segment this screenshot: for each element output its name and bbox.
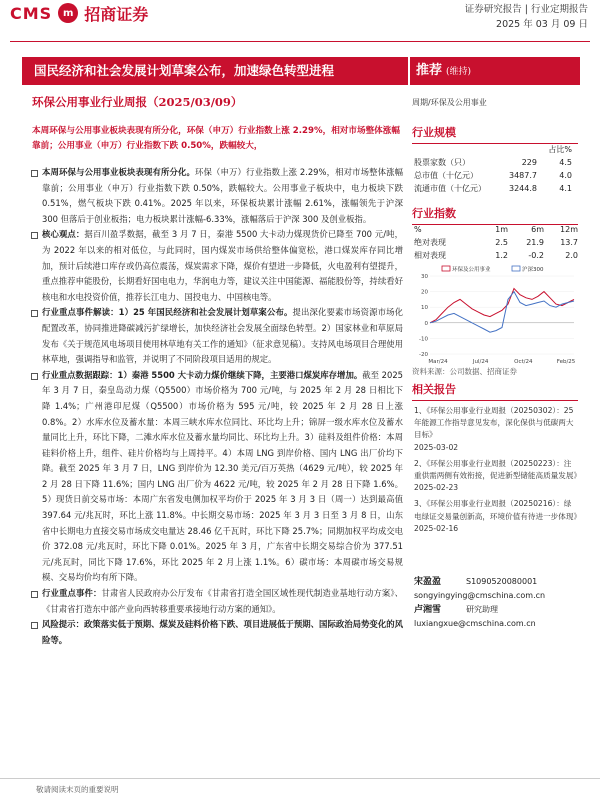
bullet-text: 甘肃省人民政府办公厅发布《甘肃省打造全国区域性现代制造业基地行动方案》、《甘肃省打造东中部产业向西转移重要承接地行动方案的通知》。 [42, 588, 403, 614]
table-row: 总市值（十亿元） 3487.7 4.0 [414, 171, 572, 180]
report-subtitle: 环保公用事业行业周报（2025/03/09） [32, 95, 243, 109]
header-meta [465, 2, 588, 32]
legend-swatch [442, 266, 450, 271]
analyst-block [414, 575, 578, 631]
bullet-item [30, 368, 403, 586]
bullet-lead: 本周环保与公用事业板块表现有所分化。 [42, 167, 196, 177]
legend-swatch [512, 266, 520, 271]
x-tick-label: Mar/24 [428, 359, 448, 365]
bullet-lead: 风险提示：政策落实低于预期、煤炭及硅料价格下跌、项目进展低于预期、国际政治局势变化的风险等。 [42, 619, 403, 645]
bullet-item [30, 586, 403, 617]
logo-cn: 招商证券 [84, 4, 149, 24]
chart-source: 资料来源：公司数据、招商证券 [412, 367, 517, 376]
bullet-lead: 行业重点事件解读：1）25 年国民经济和社会发展计划草案公布。 [42, 307, 293, 318]
x-tick-label: Feb/25 [556, 359, 576, 365]
series-line [430, 289, 574, 323]
bullet-item [30, 165, 403, 227]
rating [410, 57, 580, 85]
table-row: 流通市值（十亿元） 3244.8 4.1 [414, 184, 572, 193]
bullet-list [30, 165, 403, 648]
header-divider [10, 41, 590, 42]
table-row: 股票家数（只） 229 4.5 [414, 158, 572, 167]
report-date: 2025 年 03 月 09 日 [496, 19, 588, 30]
analyst-email[interactable]: songyingying@cmschina.com.cn [414, 591, 546, 600]
industry-index-table [414, 223, 578, 262]
bullet-text: 环保（申万）行业指数上涨 2.29%，相对市场整体涨幅靠前；公用事业（申万）行业指数下跌 0.50%，跌幅较大。公用事业子板块中，电力板块下跌 0.51%，燃气板块下跌 0.41%。2025 年以来，环保板块累计涨幅 2.61%，涨幅领先于沪深 300 但落后于创业板指；电力板块累计涨幅-6.33%，涨幅落后于沪深 300 及创业板指。 [42, 167, 403, 224]
summary-text: 本周环保与公用事业板块表现有所分化，环保（申万）行业指数上涨 2.29%，相对市场整体涨幅靠前；公用事业（申万）行业指数下跌 0.50%，跌幅较大， [32, 126, 400, 152]
bullet-item [30, 617, 403, 648]
rating-label: 推荐 [416, 63, 443, 78]
bullet-text: 截至 2025 年 3 月 7 日，秦皇岛动力煤（Q5500）市场价格为 700 元/吨，与 2025 年 2 月 28 日相比下降 1.4%；广州港印尼煤（Q5500）市场价格为 595 元/吨，较 2025 年 2 月 28 日上涨 0.8%。2）水库水位及蓄水量：本周三峡水库水位同比、环比均上升；锦屏一级水库水位及蓄水量同比上升，环比下降，二滩水库水位及蓄水量均同比、环比均上升。3）硅料及组件价格：本周硅料价格上升，组件、硅片价格均与上周持平。4）本周 LNG 到岸价格、国内 LNG 出厂价均下降。截至 2025 年 3 月 7 日，LNG 到岸价为 12.30 美元/百万英热（4629 元/吨），较 2025 年 2 月 28 日下降 11.6%；国内 LNG 出厂价为 4622 元/吨，较 2025 年 2 月 28 日下降 1.6%。5）现货日前交易市场：本周广东省发电侧加权平均价于 2025 年 3 月 3 日（周一）达到最高值 397.64 元/兆瓦时，环比上涨 11.8%。中长期交易市场：2025 年 3 月 3 日至 3 月 8 日，山东省中长期电力直接交易市场成交电量达 28.46 亿千瓦时，环比下降 25.7%；同期加权平均成交电价 372.08 元/兆瓦时，环比下降 0.01%。2025 年 3 月，广东省中长期交易综合价为 377.51 元/兆瓦时，同比下降 17.6%，环比 2025 年 2 月上涨 1.1%。6）碳市场：本周碳市场交易规模、交易均价均有所下降。 [42, 369, 404, 583]
series-line [430, 292, 574, 333]
analyst-row: 卢湘雪 研究助理 [414, 605, 498, 615]
bullet-lead: 核心观点： [42, 229, 85, 240]
related-report-item[interactable]: 2、《环保公用事业行业周报（20250223）：注重供需两侧有效衔接，促进新型储能高质量发展》 2025-02-23 [414, 458, 582, 493]
report-title: 国民经济和社会发展计划草案公布，加速绿色转型进程 [22, 57, 408, 85]
table-header: % 1m 6m 12m [414, 225, 578, 234]
industry-index-title: 行业指数 [412, 205, 578, 225]
footer-divider [0, 778, 600, 779]
table-row: 相对表现 1.2 -0.2 2.0 [414, 251, 578, 260]
y-tick-label: 10 [421, 305, 428, 312]
analyst-row: 宋盈盈 S1090520080001 [414, 577, 538, 587]
industry-category: 周期/环保及公用事业 [412, 98, 487, 107]
x-tick-label: Oct/24 [514, 359, 533, 365]
table-row: 绝对表现 2.5 21.9 13.7 [414, 238, 578, 247]
logo [10, 2, 148, 24]
table-header: 占比% [548, 145, 572, 154]
rating-note: (维持) [446, 67, 472, 77]
bullet-text: 据百川盈孚数据，截至 3 月 7 日，秦港 5500 大卡动力煤现货价已降至 700 元/吨，为 2022 年以来的相对低位，与此同时，国内煤炭市场供给整体偏宽松，港口煤炭库存同比增加，预计后续港口库存或仍高位震荡，煤炭需求下降，煤价有望进一步降低，火电盈利有望提升，重点推荐申能股份，长期看好国电电力，华润电力等，建议关注中国能源、福能股份等，持续看好核电和水电投资价值，推荐长江电力、国投电力、中国核电等。 [42, 229, 403, 302]
legend-label: 环保及公用事业 [452, 267, 491, 273]
index-performance-chart [412, 262, 578, 370]
industry-scale-title: 行业规模 [412, 124, 578, 144]
analyst-email[interactable]: luxiangxue@cmschina.com.cn [414, 619, 536, 628]
y-tick-label: 20 [421, 289, 428, 296]
bullet-lead: 行业重点数据跟踪：1）秦港 5500 大卡动力煤价继续下降，主要港口煤炭库存增加。 [42, 369, 363, 380]
related-report-item[interactable]: 3、《环保公用事业行业周报（20250216）：绿电绿证交易量创新高，环境价值有待进一步体现》 2025-02-16 [414, 499, 582, 533]
related-reports-title: 相关报告 [412, 381, 578, 401]
related-report-item[interactable]: 1、《环保公用事业行业周报（20250302）：25 年能源工作指导意见发布，深化保供与低碳两大目标》 2025-03-02 [414, 406, 574, 452]
bullet-item [30, 227, 403, 305]
y-tick-label: 0 [424, 320, 428, 327]
industry-scale-table [414, 143, 578, 195]
x-tick-label: Jul/24 [472, 359, 489, 365]
logo-en: CMS [10, 3, 53, 23]
related-reports-list [414, 405, 582, 539]
legend-label: 沪深300 [522, 267, 544, 273]
y-tick-label: 30 [421, 274, 428, 280]
bullet-item [30, 305, 403, 367]
y-tick-label: -20 [419, 352, 428, 358]
y-tick-label: -10 [419, 336, 428, 343]
bullet-text: 提出深化要素市场资源市场化配置改革，协同推进降碳减污扩绿增长，加快经济社会发展全面绿色转型。2）国家林业和草原局发布《关于规范风电场项目使用林草地有关工作的通知》（征求意见稿）。支持风电场项目合理使用林草地，强调指导和监管，并说明了不同阶段项目适用的规定。 [42, 307, 403, 365]
report-type: 证券研究报告 | 行业定期报告 [464, 4, 588, 15]
logo-mark: m [58, 3, 78, 23]
bullet-lead: 行业重点事件： [42, 588, 102, 599]
footer-note: 敬请阅读末页的重要说明 [36, 785, 119, 794]
